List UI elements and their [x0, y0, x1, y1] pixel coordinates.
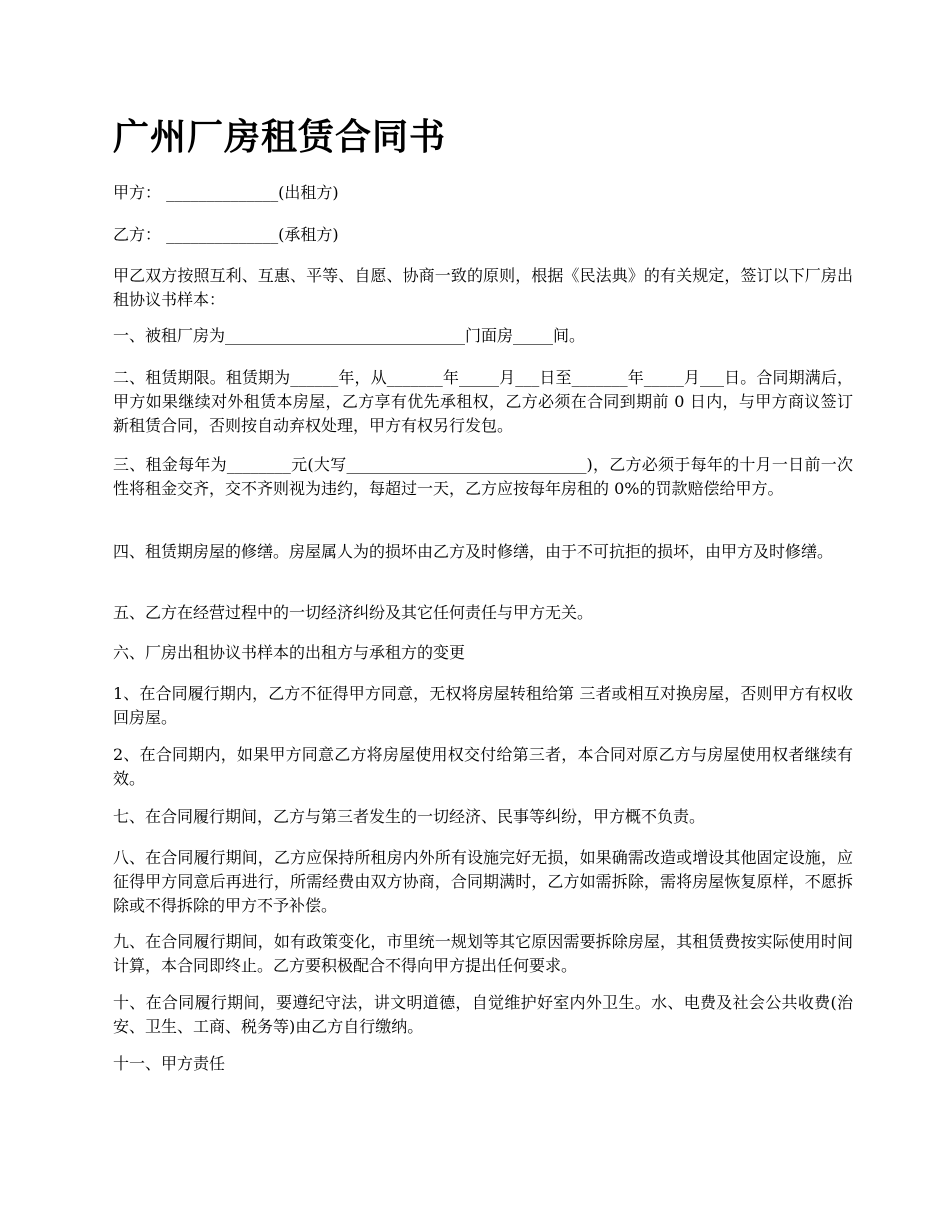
clause-2: 二、租赁期限。租赁期为______年，从_______年_____月___日至_______年_____月___日。合同期满后，甲方如果继续对外租赁本房屋，乙方享有优先承租权，乙方必须在合同到期前 0 日内，与甲方商议签订新租赁合同，否则按自动弃权处理，甲方有权另行发包。: [113, 368, 853, 435]
clause-3: 三、租金每年为________元(大写______________________________)，乙方必须于每年的十月一日前一次性将租金交齐，交不齐则视为违约，每超过一天，乙方应按每年房租的 0%的罚款赔偿给甲方。: [113, 455, 853, 498]
document-title: 广州厂房租赁合同书: [113, 117, 447, 158]
clause-9: 九、在合同履行期间，如有政策变化，市里统一规划等其它原因需要拆除房屋，其租赁费按实际使用时间计算，本合同即终止。乙方要积极配合不得向甲方提出任何要求。: [113, 932, 853, 975]
party-a-line: 甲方： ______________(出租方): [113, 183, 339, 202]
clause-7: 七、在合同履行期间，乙方与第三者发生的一切经济、民事等纠纷，甲方概不负责。: [113, 807, 706, 826]
clause-11: 十一、甲方责任: [113, 1054, 226, 1073]
clause-6-item-1: 1、在合同履行期内，乙方不征得甲方同意，无权将房屋转租给第 三者或相互对换房屋，否则甲方有权收回房屋。: [113, 684, 853, 727]
clause-6: 六、厂房出租协议书样本的出租方与承租方的变更: [113, 643, 466, 662]
clause-5: 五、乙方在经营过程中的一切经济纠纷及其它任何责任与甲方无关。: [113, 603, 594, 622]
clause-1: 一、被租厂房为______________________________门面房_____间。: [113, 326, 586, 345]
clause-6-item-2: 2、在合同期内，如果甲方同意乙方将房屋使用权交付给第三者，本合同对原乙方与房屋使用权者继续有效。: [113, 745, 853, 788]
intro-paragraph: 甲乙双方按照互利、互惠、平等、自愿、协商一致的原则，根据《民法典》的有关规定，签订以下厂房出租协议书样本：: [113, 266, 853, 309]
clause-10: 十、在合同履行期间，要遵纪守法，讲文明道德，自觉维护好室内外卫生。水、电费及社会公共收费(治安、卫生、工商、税务等)由乙方自行缴纳。: [113, 993, 853, 1036]
clause-4: 四、租赁期房屋的修缮。房屋属人为的损坏由乙方及时修缮，由于不可抗拒的损坏，由甲方及时修缮。: [113, 542, 834, 561]
party-b-line: 乙方： ______________(承租方): [113, 225, 339, 244]
clause-8: 八、在合同履行期间，乙方应保持所租房内外所有设施完好无损，如果确需改造或增设其他固定设施，应征得甲方同意后再进行，所需经费由双方协商，合同期满时，乙方如需拆除，需将房屋恢复原样，不愿拆除或不得拆除的甲方不予补偿。: [113, 848, 853, 915]
